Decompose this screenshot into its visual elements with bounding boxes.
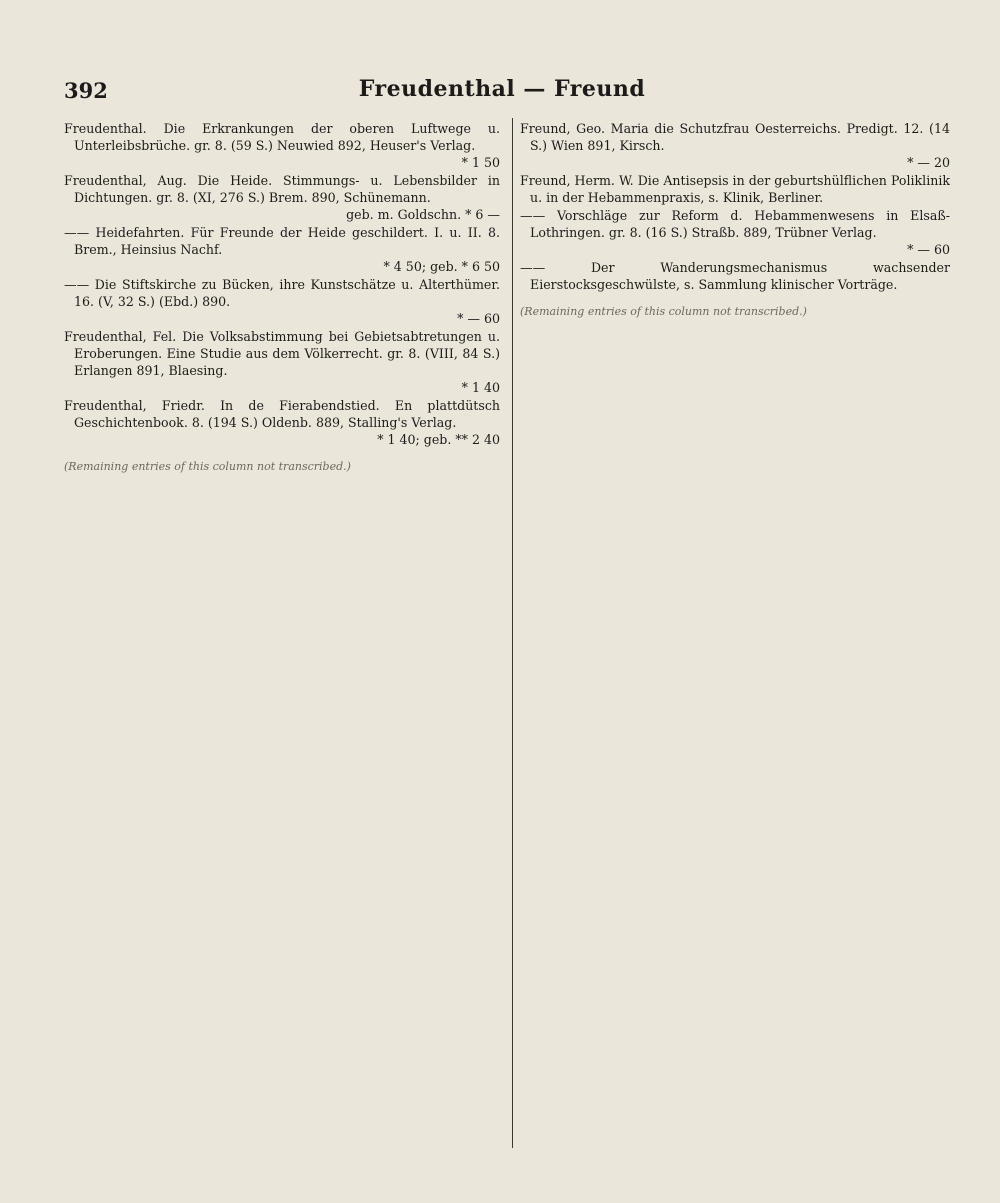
bibliography-entry: Freudenthal, Fel. Die Volksabstimmung bei Gebietsabtretungen u. Eroberungen. Eine Studie aus dem Völkerrecht. gr. 8. (VIII, 84 S.) Erlangen 891, Blaesing. * 1 40 [64, 329, 500, 395]
bibliography-entry: Freudenthal, Aug. Die Heide. Stimmungs- u. Lebensbilder in Dichtungen. gr. 8. (XI, 276 S.) Brem. 890, Schünemann. geb. m. Goldschn. * 6 — [64, 173, 500, 222]
bibliography-entry: —— Vorschläge zur Reform d. Hebammenwesens in Elsaß-Lothringen. gr. 8. (16 S.) Straßb. 889, Trübner Verlag. * — 60 [520, 208, 950, 257]
left-column [64, 120, 500, 475]
column-divider [512, 118, 513, 1148]
bibliography-entry: Freudenthal. Die Erkrankungen der oberen Luftwege u. Unterleibsbrüche. gr. 8. (59 S.) Neuwied 892, Heuser's Verlag. * 1 50 [64, 121, 500, 170]
bibliography-entry: —— Der Wanderungsmechanismus wachsender Eierstocksgeschwülste, s. Sammlung klinischer Vorträge. [520, 260, 950, 292]
bibliography-entry: —— Die Stiftskirche zu Bücken, ihre Kunstschätze u. Alterthümer. 16. (V, 32 S.) (Ebd.) 890. * — 60 [64, 277, 500, 326]
page-number: 392 [64, 78, 108, 103]
omission-note: (Remaining entries of this column not transcribed.) [64, 460, 351, 473]
page-title: Freudenthal — Freund [358, 76, 646, 102]
right-column [520, 120, 950, 320]
bibliography-entry: Freund, Geo. Maria die Schutzfrau Oesterreichs. Predigt. 12. (14 S.) Wien 891, Kirsch. * — 20 [520, 121, 950, 170]
bibliography-entry: —— Heidefahrten. Für Freunde der Heide geschildert. I. u. II. 8. Brem., Heinsius Nachf. * 4 50; geb. * 6 50 [64, 225, 500, 274]
bibliography-entry: Freudenthal, Friedr. In de Fierabendstied. En plattdütsch Geschichtenbook. 8. (194 S.) Oldenb. 889, Stalling's Verlag. * 1 40; geb. ** 2 40 [64, 398, 500, 447]
bibliography-entry: Freund, Herm. W. Die Antisepsis in der geburtshülflichen Poliklinik u. in der Hebammenpraxis, s. Klinik, Berliner. [520, 173, 950, 205]
running-head [64, 70, 940, 110]
omission-note: (Remaining entries of this column not transcribed.) [520, 305, 807, 318]
